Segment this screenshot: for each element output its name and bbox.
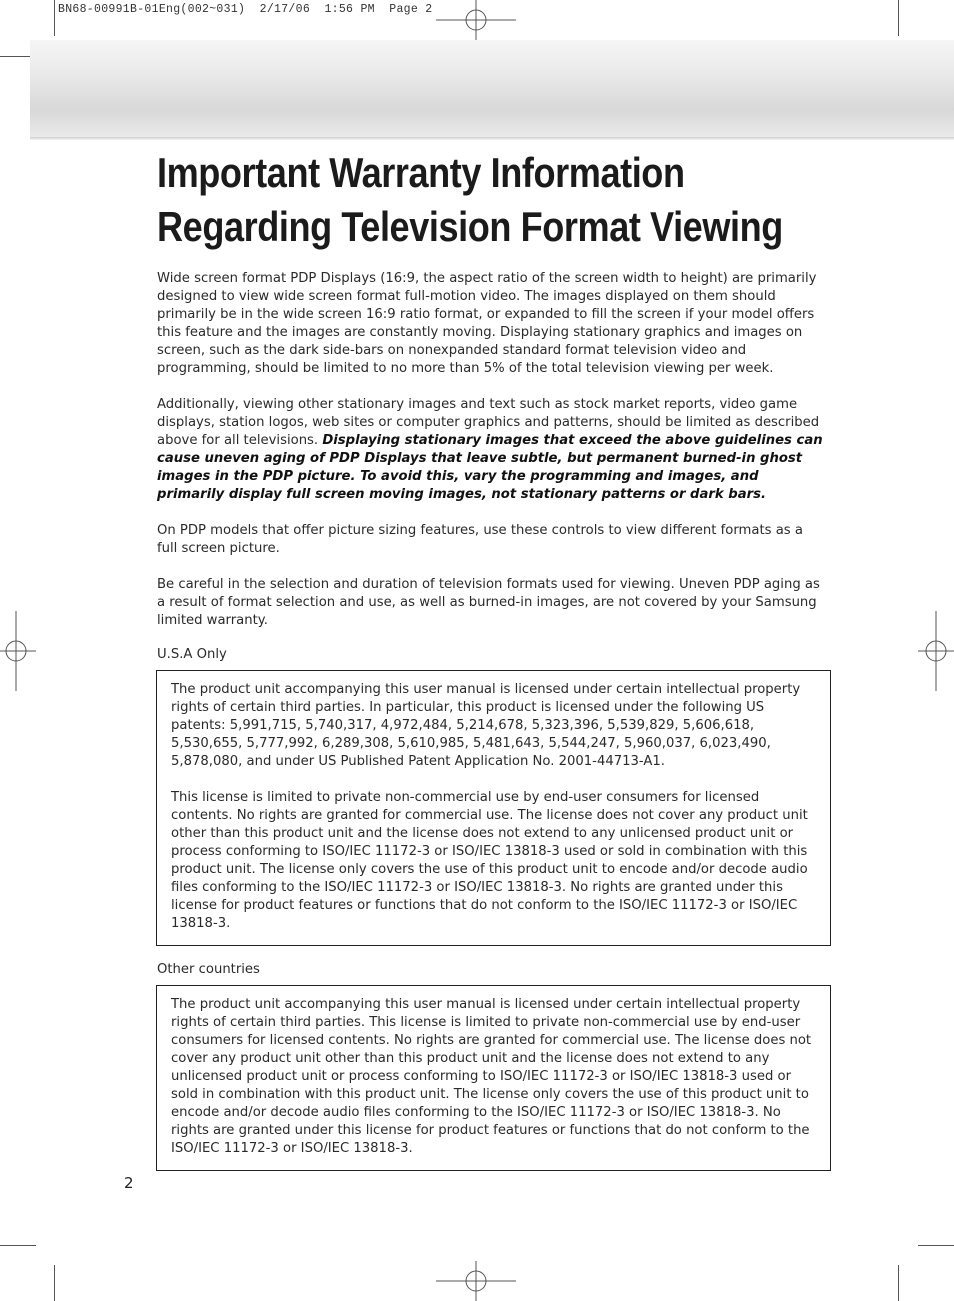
crop-mark-icon	[918, 1245, 954, 1246]
title-line-2: Regarding Television Format Viewing	[157, 203, 783, 250]
paragraph-aspect-ratio: Wide screen format PDP Displays (16:9, the aspect ratio of the screen width to height) are primarily designed to view wide screen format full-motion video. The images displayed on them should primarily be in the wide screen 16:9 ratio format, or expanded to fill the screen if your model offers this feature and the images are constantly moving. Displaying stationary graphics and images on screen, such as the dark side-bars on nonexpanded standard format television video and programming, should be limited to no more than 5% of the total television viewing per week.	[157, 271, 817, 376]
page-number: 2	[124, 1174, 134, 1192]
paragraph-picture-sizing: On PDP models that offer picture sizing features, use these controls to view different formats as a full screen picture.	[157, 523, 803, 556]
title-line-1: Important Warranty Information	[157, 149, 685, 196]
usa-only-label: U.S.A Only	[157, 647, 227, 662]
other-countries-license-terms: The product unit accompanying this user manual is licensed under certain intellectual property rights of certain third parties. This license is limited to private non-commercial use by end-user consumers for licensed contents. No rights are granted for commercial use. The license does not cover any product unit other than this product unit and the license does not extend to any unlicensed product unit or process conforming to ISO/IEC 11172-3 or ISO/IEC 13818-3 used or sold in combination with this product unit. The license only covers the use of this product unit to encode and/or decode audio files conforming to the ISO/IEC 11172-3 or ISO/IEC 13818-3. No rights are granted under this license for product features or functions that do not conform to the ISO/IEC 11172-3 or ISO/IEC 13818-3.	[171, 997, 812, 1156]
header-banner	[30, 40, 954, 140]
other-countries-label: Other countries	[157, 962, 260, 977]
paragraph-stationary-text: Additionally, viewing other stationary images and text such as stock market reports, video game displays, station logos, web sites or computer graphics and patterns, should be limited as described above for all televisions.	[157, 397, 820, 448]
usa-license-terms: This license is limited to private non-commercial use by end-user consumers for licensed contents. No rights are granted for commercial use. The license does not cover any product unit other than this product unit and the license does not extend to any unlicensed product unit or process conforming to ISO/IEC 11172-3 or ISO/IEC 13818-3 used or sold in combination with this product unit. The license only covers the use of this product unit to encode and/or decode audio files conforming to the ISO/IEC 11172-3 or ISO/IEC 13818-3. No rights are granted under this license for product features or functions that do not conform to the ISO/IEC 11172-3 or ISO/IEC 13818-3.	[171, 790, 808, 931]
other-countries-license-box	[156, 985, 831, 1171]
paragraph-stationary-images	[157, 396, 823, 504]
crop-mark-icon	[54, 1265, 55, 1301]
usa-license-box	[156, 670, 831, 946]
usa-license-patents: The product unit accompanying this user manual is licensed under certain intellectual property rights of certain third parties. In particular, this product is licensed under the following US patents: 5,991,715, 5,740,317, 4,972,484, 5,214,678, 5,323,396, 5,539,829, 5,606,618, 5,530,655, 5,777,992, 6,289,308, 5,610,985, 5,481,643, 5,544,247, 5,960,037, 6,023,490, 5,878,080, and under US Published Patent Application No. 2001-44713-A1.	[171, 682, 801, 769]
warning-text: Displaying stationary images that exceed the above guidelines can cause uneven aging of PDP Displays that leave subtle, but permanent burned-in ghost images in the PDP picture. To avoid this, vary the programming and images, and primarily display full screen moving images, not stationary patterns or dark bars.	[157, 433, 823, 502]
crop-mark-icon	[898, 1265, 899, 1301]
crop-mark-icon	[0, 1245, 36, 1246]
paragraph-warranty-exclusion: Be careful in the selection and duration of television formats used for viewing. Uneven PDP aging as a result of format selection and use, as well as burned-in images, are not covered by your Samsung limited warranty.	[157, 577, 820, 628]
printer-slug: BN68-00991B-01Eng(002~031) 2/17/06 1:56 PM Page 2	[58, 3, 433, 16]
crop-mark-icon	[54, 0, 55, 36]
crop-mark-icon	[898, 0, 899, 36]
page-title	[157, 146, 783, 254]
